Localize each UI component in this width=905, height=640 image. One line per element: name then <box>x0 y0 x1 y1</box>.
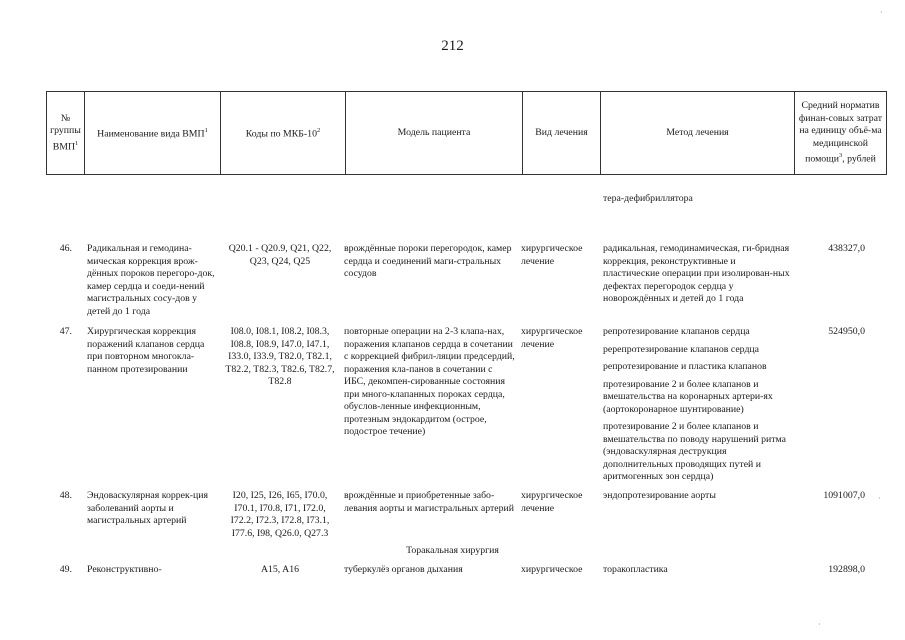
header-treatment-method: Метод лечения <box>601 92 795 175</box>
header-cost-norm: Средний норматив финан-совых затрат на единицу объё-ма медицинской помощи$^3$, рублей <box>795 92 887 175</box>
treatment-type: хирургическое лечение <box>521 326 583 350</box>
treatment-method <box>603 243 793 311</box>
header-treatment-type: Вид лечения <box>523 92 601 175</box>
method-entry: ререпротезирование клапанов сердца <box>603 343 760 355</box>
scan-mark: · <box>878 494 881 503</box>
row-number: 46. <box>59 243 72 254</box>
vmp-name: Реконструктивно- <box>87 564 162 575</box>
treatment-type: хирургическое лечение <box>521 243 583 267</box>
patient-model: повторные операции на 2-3 клапа-нах, поражения клапанов сердца в сочетании с коррекцией фибрил-ляции предсердий, поражения кла-панов в сочетании с ИБС, декомпен-сированные состояния при много-клапанных пороках сердца, обуслов-ленные инфекционным, протезным эндокардитом (острое, подострое течение) <box>344 326 515 437</box>
continuation-text: тера-дефибриллятора <box>603 193 693 204</box>
method-entry: радикальная, гемодинамическая, ги-бридная коррекция, реконструктивные и пластические операции при изолирован-ных дефектах перегородок сердца у новорождённых и детей до 1 года <box>603 243 790 304</box>
icd-codes: A15, A16 <box>260 564 300 575</box>
header-patient-model: Модель пациента <box>346 92 523 175</box>
section-title: Торакальная хирургия <box>406 545 499 556</box>
treatment-method <box>603 326 793 489</box>
page-number: 212 <box>441 38 464 54</box>
patient-model: туберкулёз органов дыхания <box>344 564 463 575</box>
treatment-type: хирургическое <box>521 564 583 575</box>
row-number: 47. <box>59 326 72 337</box>
patient-model: врождённые и приобретенные забо-левания аорты и магистральных артерий <box>344 490 515 514</box>
vmp-name: Радикальная и гемодина-мическая коррекция врож-дённых пороков перегоро-док, камер сердца и соеди-нений магистральных сосу-дов у детей до 1 года <box>87 243 215 317</box>
header-vmp-name: Наименование вида ВМП$^1$ <box>85 92 221 175</box>
treatment-method <box>603 490 793 508</box>
header-icd-codes: Коды по МКБ-$10^2$ <box>221 92 346 175</box>
cost-value: 192898,0 <box>828 564 865 575</box>
row-number: 49. <box>59 564 72 575</box>
method-entry: эндопротезирование аорты <box>603 490 716 501</box>
icd-codes: I20, I25, I26, I65, I70.0, I70.1, I70.8, I71, I72.0, I72.2, I72.3, I72.8, I73.1, I77.6, I98, Q26.0, Q27.3 <box>230 490 330 539</box>
patient-model: врождённые пороки перегородок, камер сердца и соединений маги-стральных сосудов <box>344 243 512 279</box>
cost-value: 438327,0 <box>828 243 865 254</box>
treatment-method: торакопластика <box>603 564 668 575</box>
header-group-number: № группы ВМП$^1$ <box>47 92 85 175</box>
vmp-name: Эндоваскулярная коррек-ция заболеваний аорты и магистральных артерий <box>87 490 209 526</box>
scan-mark: · <box>818 620 821 629</box>
cost-value: 524950,0 <box>828 326 865 337</box>
table-header <box>46 91 887 175</box>
method-entry: протезирование 2 и более клапанов и вмешательства на коронарных артери-ях (аортокоронарное шунтирование) <box>603 378 773 415</box>
treatment-type: хирургическое лечение <box>521 490 583 514</box>
scan-mark: · <box>880 8 883 17</box>
method-entry: протезирование 2 и более клапанов и вмешательства по поводу нарушений ритма (эндоваскулярная деструкция дополнительных проводящих путей и аритмогенных зон сердца) <box>603 421 787 482</box>
icd-codes: I08.0, I08.1, I08.2, I08.3, I08.8, I08.9, I47.0, I47.1, I33.0, I33.9, T82.0, T82.1, T82.2, T82.3, T82.6, T82.7, T82.8 <box>225 326 335 387</box>
row-number: 48. <box>59 490 72 501</box>
method-entry: репротезирование клапанов сердца <box>603 326 750 337</box>
cost-value: 1091007,0 <box>823 490 865 501</box>
vmp-name: Хирургическая коррекция поражений клапанов сердца при повторном многокла-панном протезировании <box>87 326 205 375</box>
icd-codes: Q20.1 - Q20.9, Q21, Q22, Q23, Q24, Q25 <box>228 243 332 267</box>
method-entry: репротезирование и пластика клапанов <box>603 361 767 372</box>
